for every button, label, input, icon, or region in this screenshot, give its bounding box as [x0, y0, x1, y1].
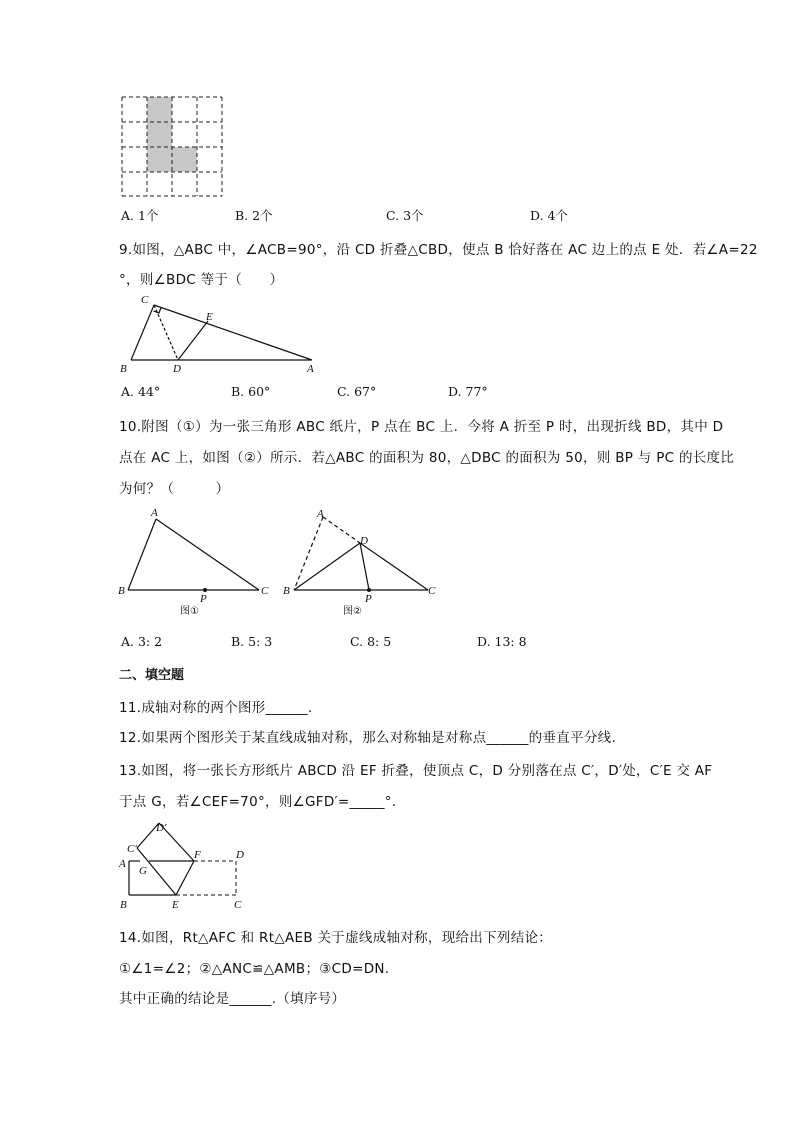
q13-label-b: B — [120, 899, 127, 911]
q9-question-line2: °，则∠BDC 等于（ ） — [119, 272, 284, 288]
q13-label-c-prime: C′ — [127, 843, 137, 855]
q14-question-line1: 14.如图，Rt△AFC 和 Rt△AEB 关于虚线成轴对称，现给出下列结论： — [119, 930, 553, 946]
q8-option-b: B. 2个 — [235, 208, 273, 223]
q9-option-b: B. 60° — [231, 384, 271, 399]
q9-label-a: A — [307, 363, 314, 375]
q11-question: 11.成轴对称的两个图形______. — [119, 700, 313, 716]
q8-option-d: D. 4个 — [530, 208, 568, 223]
q13-question-line1: 13.如图，将一张长方形纸片 ABCD 沿 EF 折叠，使顶点 C，D 分别落在点 C′，D′处，C′E 交 AF — [119, 763, 713, 779]
q13-label-d-prime: D′ — [156, 822, 167, 834]
q14-question-line3: 其中正确的结论是______.（填序号） — [119, 991, 346, 1007]
q10-fig2-label-a: A — [317, 508, 324, 520]
q9-triangle-figure — [116, 290, 326, 375]
q10-option-b: B. 5: 3 — [231, 634, 273, 649]
q10-fig2-label-d: D — [360, 535, 368, 547]
q10-fig1-caption: 图① — [180, 606, 199, 617]
q13-rectangle-figure — [116, 815, 256, 913]
q10-fig2-label-p: P — [365, 593, 372, 605]
q10-option-c: C. 8: 5 — [350, 634, 392, 649]
q10-fig2-label-b: B — [283, 585, 290, 597]
q13-label-g: G — [139, 865, 147, 877]
q10-option-d: D. 13: 8 — [477, 634, 527, 649]
q10-figure-1 — [116, 505, 276, 620]
q8-option-a: A. 1个 — [121, 208, 159, 223]
q13-label-d: D — [236, 849, 244, 861]
q13-label-e: E — [172, 899, 179, 911]
q9-question-line1: 9.如图，△ABC 中，∠ACB=90°，沿 CD 折叠△CBD，使点 B 恰好落在 AC 边上的点 E 处．若∠A=22 — [119, 242, 758, 258]
q10-fig1-label-a: A — [151, 507, 158, 519]
q10-fig1-label-p: P — [200, 593, 207, 605]
q10-question-line2: 点在 AC 上，如图（②）所示．若△ABC 的面积为 80，△DBC 的面积为 50，则 BP 与 PC 的长度比 — [119, 450, 735, 466]
q9-label-d: D — [173, 363, 181, 375]
q9-option-a: A. 44° — [121, 384, 161, 399]
q8-option-c: C. 3个 — [386, 208, 424, 223]
q10-fig2-label-c: C — [428, 585, 436, 597]
q13-label-f: F — [194, 849, 201, 861]
q9-option-c: C. 67° — [337, 384, 377, 399]
q10-figure-2 — [280, 505, 445, 620]
q9-option-d: D. 77° — [448, 384, 488, 399]
q9-label-e: E — [206, 311, 213, 323]
q13-label-a: A — [119, 858, 126, 870]
q13-question-line2: 于点 G，若∠CEF=70°，则∠GFD′=_____°． — [119, 794, 406, 810]
q10-question-line1: 10.附图（①）为一张三角形 ABC 纸片，P 点在 BC 上．今将 A 折至 P 时，出现折线 BD，其中 D — [119, 419, 724, 435]
q10-fig2-caption: 图② — [343, 606, 362, 617]
q10-question-line3: 为何？（ ） — [119, 481, 230, 497]
q14-question-line2: ①∠1=∠2；②△ANC≌△AMB；③CD=DN. — [119, 961, 390, 977]
q9-label-c: C — [141, 294, 149, 306]
q8-grid-figure — [121, 96, 225, 198]
q12-question: 12.如果两个图形关于某直线成轴对称，那么对称轴是对称点______的垂直平分线. — [119, 730, 617, 746]
q9-label-b: B — [120, 363, 127, 375]
q10-fig1-label-c: C — [261, 585, 269, 597]
q13-label-c: C — [234, 899, 242, 911]
section-fill-in-title: 二、填空题 — [119, 668, 185, 683]
q10-option-a: A. 3: 2 — [121, 634, 163, 649]
q10-fig1-label-b: B — [118, 585, 125, 597]
